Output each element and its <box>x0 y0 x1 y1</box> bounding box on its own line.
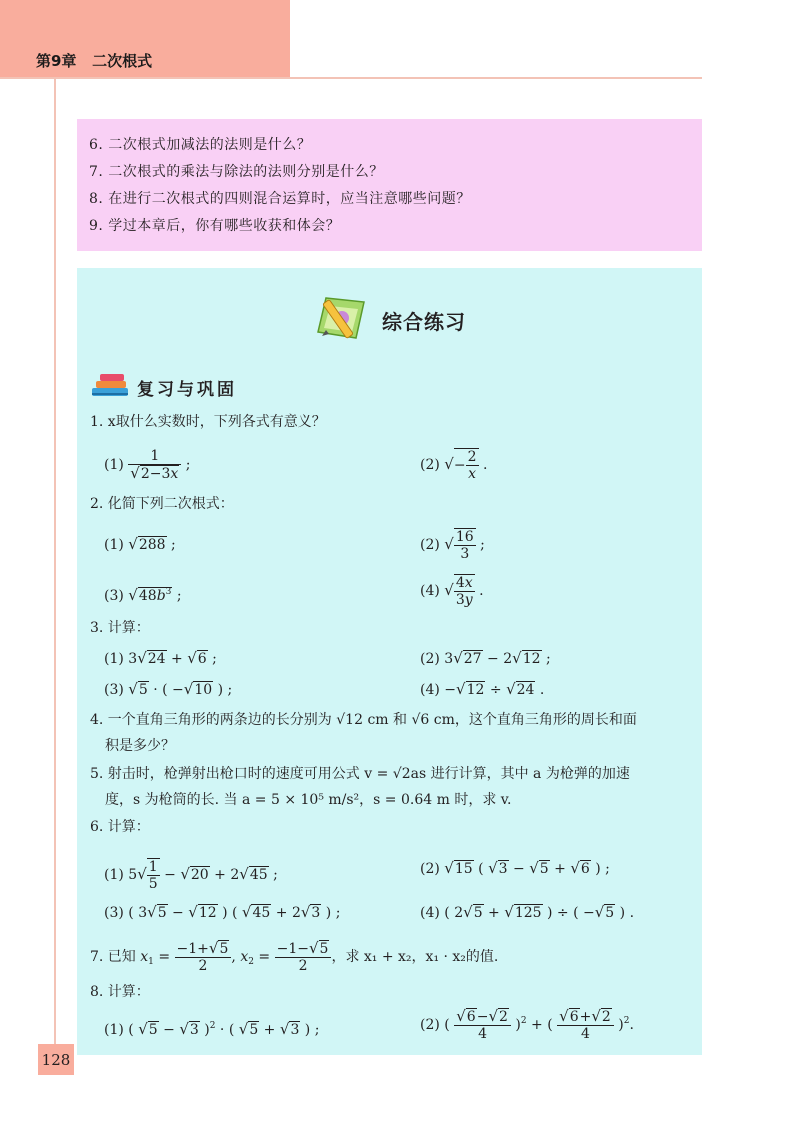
fraction: $\frac{1}{√2-3x}$ <box>128 448 181 482</box>
q6-part-3: (3) ( 3√5 − √12 ) ( √45 + 2√3 ) ; <box>104 903 341 921</box>
q1-part-2: (2) √− $\frac{2}{x}$ . <box>420 449 488 482</box>
summary-question: 9. 学过本章后，你有哪些收获和体会？ <box>89 218 341 234</box>
summary-questions-box <box>77 119 702 251</box>
question-2-stem: 2. 化简下列二次根式： <box>90 496 234 512</box>
q6-part-2: (2) √15 ( √3 − √5 + √6 ) ; <box>420 859 610 877</box>
question-4-line-2: 积是多少？ <box>105 738 175 754</box>
q3-part-3: (3) √5 · ( −√10 ) ; <box>104 680 233 698</box>
summary-question: 6. 二次根式加减法的法则是什么？ <box>89 137 312 153</box>
page-number: 128 <box>38 1044 74 1075</box>
books-icon <box>88 372 134 398</box>
q8-part-1: (1) ( √5 − √3 )$^2$ · ( √5 + √3 ) ; <box>104 1020 320 1038</box>
question-4-line-1: 4. 一个直角三角形的两条边的长分别为 √12 cm 和 √6 cm，这个直角三角形的周长和面 <box>90 712 637 728</box>
question-5-line-1: 5. 射击时，枪弹射出枪口时的速度可用公式 v = √2as 进行计算，其中 a 为枪弹的加速 <box>90 766 630 782</box>
q2-part-2: (2) √ $\frac{16}{3}$ ; <box>420 529 485 562</box>
chapter-title: 第9章 二次根式 <box>36 52 153 70</box>
question-8-stem: 8. 计算： <box>90 984 150 1000</box>
question-1-stem: 1. x取什么实数时，下列各式有意义？ <box>90 414 326 430</box>
q2-part-1: (1) √288 ; <box>104 535 176 553</box>
q1-part-1: (1) $\frac{1}{√2-3x}$ ; <box>104 448 191 482</box>
q6-part-4: (4) ( 2√5 + √125 ) ÷ ( −√5 ) . <box>420 903 635 921</box>
q3-part-4: (4) −√12 ÷ √24 . <box>420 680 545 698</box>
q8-part-2: (2) ( $\frac{√6-√2}{4}$ )$^2$ + ( $\frac{√6+√2}{4}$ )$^2$. <box>420 1007 634 1042</box>
exercise-subtitle: 复习与巩固 <box>137 380 237 400</box>
exercise-title: 综合练习 <box>382 310 466 334</box>
header-divider <box>0 77 702 79</box>
q3-part-1: (1) 3√24 + √6 ; <box>104 649 217 667</box>
question-3-stem: 3. 计算： <box>90 620 150 636</box>
q2-part-4: (4) √ $\frac{4x}{3y}$ . <box>420 575 484 608</box>
question-6-stem: 6. 计算： <box>90 819 150 835</box>
margin-rule <box>54 77 56 1045</box>
question-7: 7. 已知 $x_1$ = $\frac{-1+√5}{2}$ , $x_2$ = $\frac{-1-√5}{2}$ ，求 x₁ + x₂，x₁ · x₂的值. <box>90 939 499 974</box>
question-5-line-2: 度，s 为枪筒的长. 当 a = 5 × 10⁵ m/s²，s = 0.64 m 时，求 v. <box>105 792 512 808</box>
q3-part-2: (2) 3√27 − 2√12 ; <box>420 649 551 667</box>
pencil-ruler-icon <box>312 292 372 344</box>
q6-part-1: (1) 5√ $\frac{1}{5}$ − √20 + 2√45 ; <box>104 859 278 892</box>
summary-question: 8. 在进行二次根式的四则混合运算时，应当注意哪些问题？ <box>89 191 471 207</box>
q2-part-3: (3) $√48b^3$ ; <box>104 586 182 604</box>
summary-question: 7. 二次根式的乘法与除法的法则分别是什么？ <box>89 164 384 180</box>
